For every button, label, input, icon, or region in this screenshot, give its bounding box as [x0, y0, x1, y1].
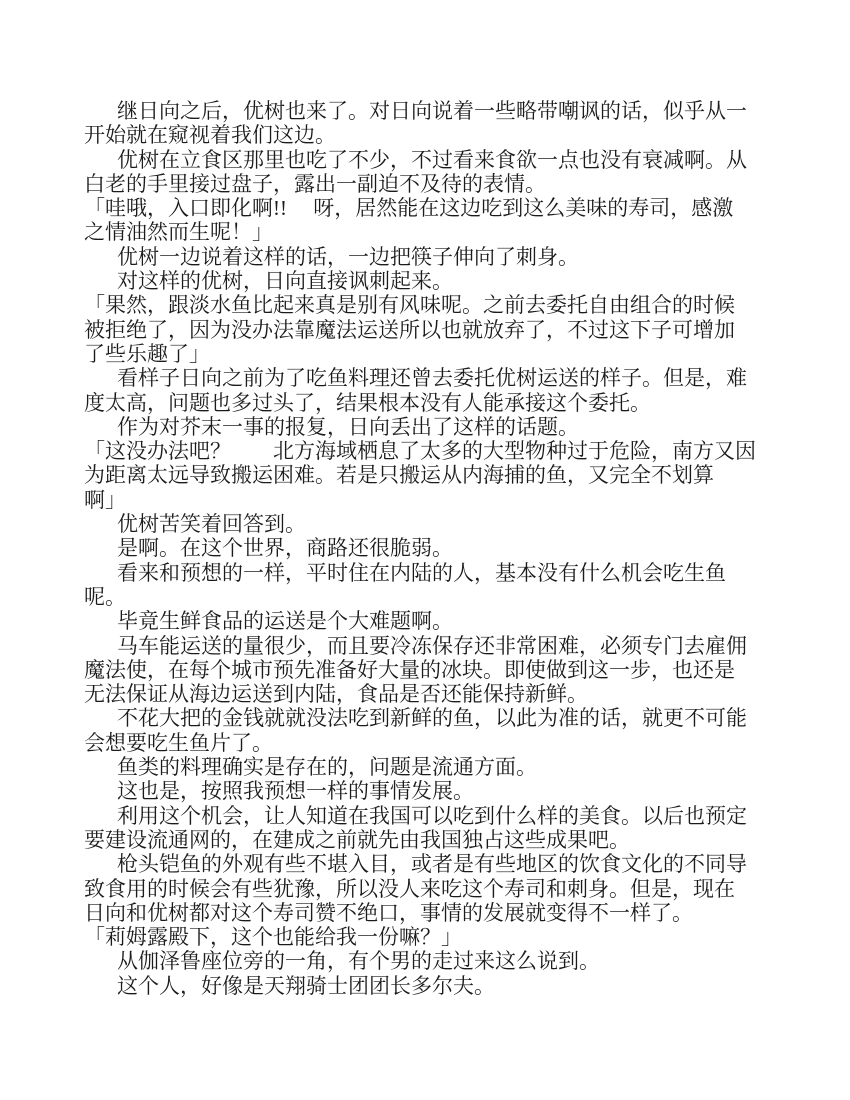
- text-line: 「果然，跟淡水鱼比起来真是别有风味呢。之前去委托自由组合的时候: [84, 293, 735, 318]
- text-line: 优树在立食区那里也吃了不少，不过看来食欲一点也没有衰减啊。从: [117, 147, 747, 172]
- paragraph: [84, 804, 794, 853]
- text-line: 鱼类的料理确实是存在的，问题是流通方面。: [117, 755, 537, 780]
- text-line: 度太高，问题也多过头了，结果根本没有人能承接这个委托。: [84, 390, 651, 415]
- paragraph: [84, 196, 794, 245]
- text-line: 看样子日向之前为了吃鱼料理还曾去委托优树运送的样子。但是，难: [117, 366, 747, 391]
- paragraph: [84, 852, 794, 925]
- text-line: 魔法使，在每个城市预先准备好大量的冰块。即使做到这一步，也还是: [84, 657, 735, 682]
- paragraph: [84, 148, 794, 197]
- text-line: 「哇哦，入口即化啊!! 呀，居然能在这边吃到这么美味的寿司，感激: [84, 196, 734, 221]
- text-line: 枪头铠鱼的外观有些不堪入目，或者是有些地区的饮食文化的不同导: [117, 852, 747, 877]
- paragraph: [84, 609, 794, 633]
- paragraph: [84, 634, 794, 707]
- text-line: 优树一边说着这样的话，一边把筷子伸向了刺身。: [117, 244, 579, 269]
- text-line: 「这没办法吧？ 北方海域栖息了太多的大型物种过于危险，南方又因: [84, 439, 756, 464]
- paragraph: [84, 561, 794, 610]
- paragraph: [84, 755, 794, 779]
- text-line: 这也是，按照我预想一样的事情发展。: [117, 779, 474, 804]
- paragraph: [84, 925, 794, 949]
- paragraph: [84, 245, 794, 269]
- text-line: 呢。: [84, 584, 126, 609]
- paragraph: [84, 269, 794, 293]
- paragraph: [84, 366, 794, 415]
- text-line: 会想要吃生鱼片了。: [84, 730, 273, 755]
- novel-text-block: [84, 99, 794, 998]
- text-line: 之情油然而生呢！」: [84, 220, 273, 245]
- text-line: 「莉姆露殿下，这个也能给我一份嘛？」: [84, 925, 462, 950]
- text-line: 无法保证从海边运送到内陆，食品是否还能保持新鲜。: [84, 682, 588, 707]
- paragraph: [84, 974, 794, 998]
- text-line: 继日向之后，优树也来了。对日向说着一些略带嘲讽的话，似乎从一: [117, 99, 747, 123]
- text-line: 对这样的优树，日向直接讽刺起来。: [117, 269, 453, 294]
- paragraph: [84, 512, 794, 536]
- text-line: 日向和优树都对这个寿司赞不绝口，事情的发展就变得不一样了。: [84, 900, 693, 925]
- paragraph: [84, 99, 794, 148]
- text-line: 要建设流通网的，在建成之前就先由我国独占这些成果吧。: [84, 827, 630, 852]
- paragraph: [84, 706, 794, 755]
- text-line: 为距离太远导致搬运困难。若是只搬运从内海捕的鱼，又完全不划算: [84, 463, 714, 488]
- paragraph: [84, 293, 794, 366]
- text-line: 作为对芥末一事的报复，日向丢出了这样的话题。: [117, 414, 579, 439]
- text-line: 看来和预想的一样，平时住在内陆的人，基本没有什么机会吃生鱼: [117, 560, 726, 585]
- text-line: 这个人，好像是天翔骑士团团长多尔夫。: [117, 973, 495, 998]
- text-line: 被拒绝了，因为没办法靠魔法运送所以也就放弃了，不过这下子可增加: [84, 317, 735, 342]
- text-line: 优树苦笑着回答到。: [117, 512, 306, 537]
- text-line: 致食用的时候会有些犹豫，所以没人来吃这个寿司和刺身。但是，现在: [84, 876, 735, 901]
- text-line: 白老的手里接过盘子，露出一副迫不及待的表情。: [84, 171, 546, 196]
- text-line: 不花大把的金钱就就没法吃到新鲜的鱼，以此为准的话，就更不可能: [117, 706, 747, 731]
- paragraph: [84, 439, 794, 512]
- text-line: 开始就在窥视着我们这边。: [84, 123, 336, 148]
- paragraph: [84, 415, 794, 439]
- paragraph: [84, 779, 794, 803]
- text-line: 啊」: [84, 487, 126, 512]
- text-line: 从伽泽鲁座位旁的一角，有个男的走过来这么说到。: [117, 949, 600, 974]
- paragraph: [84, 949, 794, 973]
- text-line: 了些乐趣了」: [84, 341, 210, 366]
- text-line: 是啊。在这个世界，商路还很脆弱。: [117, 536, 453, 561]
- text-line: 马车能运送的量很少，而且要冷冻保存还非常困难，必须专门去雇佣: [117, 633, 747, 658]
- text-line: 利用这个机会，让人知道在我国可以吃到什么样的美食。以后也预定: [117, 803, 747, 828]
- paragraph: [84, 536, 794, 560]
- text-line: 毕竟生鲜食品的运送是个大难题啊。: [117, 609, 453, 634]
